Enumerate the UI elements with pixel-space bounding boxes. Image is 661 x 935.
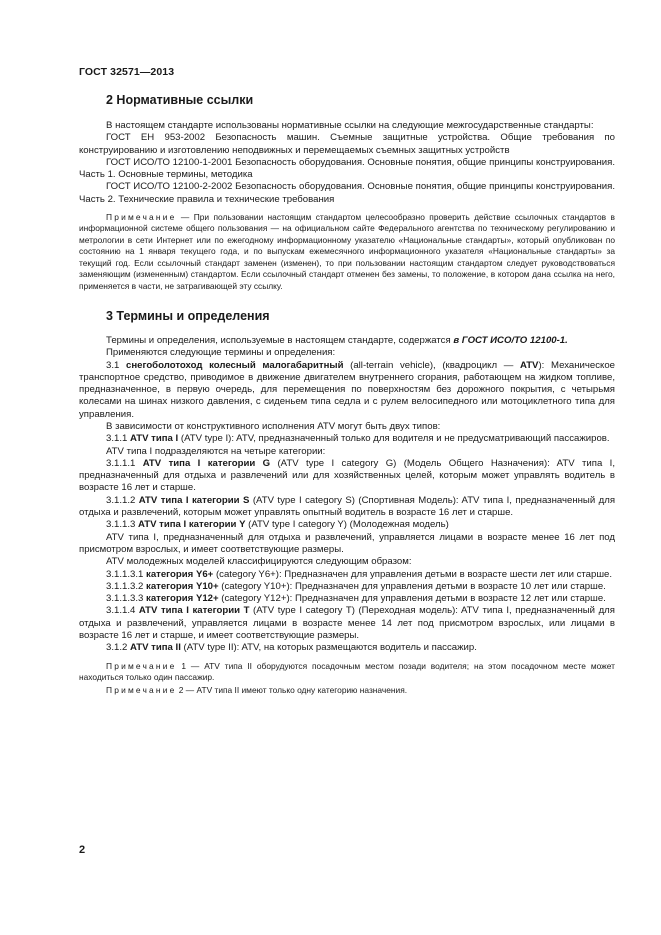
section-3-title: 3 Термины и определения	[106, 308, 270, 323]
term-name: ATV типа I	[130, 433, 179, 445]
term-3-1-1-1: 3.1.1.1 ATV типа I категории G (ATV type I category G) (Модель Общего Назначения): ATV типа I, предназначенный для отдыха и развлечений или для хозяйственных целей, которым может управлять водитель в возрасте 16 лет и старше.	[79, 457, 615, 494]
term-3-1-1-3-3: 3.1.1.3.3 категория Y12+ (category Y12+): Предназначен для управления детьми в возрасте 12 лет или старше.	[106, 593, 606, 605]
term-3-1-2: 3.1.2 ATV типа II (ATV type II): ATV, на которых размещаются водитель и пассажир.	[106, 642, 477, 654]
reference-gost-en-953: ГОСТ ЕН 953-2002 Безопасность машин. Съемные защитные устройства. Общие требования по конструированию и изготовлению неподвижных и перемещаемых съемных защитных устройств	[79, 132, 615, 156]
depend-paragraph: В зависимости от конструктивного исполнения ATV могут быть двух типов:	[106, 421, 441, 432]
term-name: ATV типа II	[130, 642, 181, 654]
note-label: Примечание	[106, 685, 177, 696]
document-header: ГОСТ 32571—2013	[79, 66, 175, 78]
page-number: 2	[79, 844, 86, 856]
section-3-intro: Термины и определения, используемые в настоящем стандарте, содержатся в ГОСТ ИСО/ТО 12100-1.	[106, 334, 568, 346]
term-name: снегоболотоход колесный малогабаритный	[125, 359, 344, 371]
note-label: Примечание	[106, 212, 177, 223]
term-3-1-1-4: 3.1.1.4 ATV типа I категории T (ATV type I category T) (Переходная модель): ATV типа I, предназначенный для отдыха и развлечений, управляется лицами в возрасте менее 14 лет под присмотром взрослых, или лицами в возрасте 16 лет и старше, и имеет соответствующие размеры.	[79, 605, 615, 642]
categories-paragraph: ATV типа I подразделяются на четыре категории:	[106, 445, 326, 457]
youth-classification: ATV молодежных моделей классифицируются следующим образом:	[106, 556, 412, 568]
term-name: ATV типа I категории T	[138, 605, 250, 617]
section-2-title: 2 Нормативные ссылки	[106, 93, 254, 107]
term-3-1-1-3-2: 3.1.1.3.2 категория Y10+ (category Y10+): Предназначен для управления детьми в возрасте 10 лет или старше.	[106, 580, 606, 592]
term-3-1-1-3: 3.1.1.3 ATV типа I категории Y (ATV type I category Y) (Молодежная модель)	[106, 519, 449, 531]
reference-gost-iso-12100-1: ГОСТ ИСО/ТО 12100-1-2001 Безопасность оборудования. Основные понятия, общие принципы конструирования. Часть 1. Основные термины, методика	[79, 156, 615, 181]
section-3-note-1: Примечание 1 — ATV типа II оборудуются посадочным местом позади водителя; на этом посадочном месте может находиться только один пассажир.	[79, 660, 615, 683]
note-text: — При пользовании настоящим стандартом целесообразно проверить действие ссылочных стандартов в информационной системе общего пользования — на официальном сайте Федерального агентства по техническому регулированию и метрологии в сети Интернет или по ежегодному информационному указателю «Национальные стандарты», который опубликован по состоянию на 1 января текущего года, и по выпускам ежемесячного информационного указателя «Национальные стандарты» за текущий год. Если ссылочный стандарт заменен (изменен), то при пользовании настоящим стандартом следует руководствоваться заменяющим (измененным) стандартом. Если ссылочный стандарт отменен без замены, то положение, в котором дана ссылка на него, применяется в части, не затрагивающей эту ссылку.	[79, 212, 615, 291]
note-label: Примечание	[106, 660, 177, 671]
section-2-note	[79, 212, 615, 292]
section-3-note-2: Примечание 2 — ATV типа II имеют только одну категорию назначения.	[106, 685, 408, 696]
term-3-1-1-2: 3.1.1.2 ATV типа I категории S (ATV type I category S) (Спортивная Модель): ATV типа I, предназначенный для отдыха и развлечений, которым может управлять опытный водитель в возрасте 16 лет и старше.	[79, 494, 616, 519]
term-3-1-1: 3.1.1 ATV типа I (ATV type I): ATV, предназначенный только для водителя и не предусматривающий пассажиров.	[106, 433, 610, 445]
term-name: ATV типа I категории S	[138, 494, 250, 506]
section-3-applied: Применяются следующие термины и определения:	[106, 347, 336, 359]
term-name: категория Y10+	[146, 580, 219, 592]
youth-description: ATV типа I, предназначенный для отдыха и развлечений, управляется лицами в возрасте менее 16 лет под присмотром взрослых, и имеет соответствующие размеры.	[79, 531, 615, 555]
section-2-paragraph: В настоящем стандарте использованы нормативные ссылки на следующие межгосударственные стандарты:	[106, 120, 594, 131]
term-name: категория Y6+	[146, 568, 214, 580]
reference-gost-iso-12100-2: ГОСТ ИСО/ТО 12100-2-2002 Безопасность оборудования. Основные понятия, общие принципы конструирования. Часть 2. Технические правила и технические требования	[79, 181, 615, 205]
term-3-1-1-3-1: 3.1.1.3.1 категория Y6+ (category Y6+): Предназначен для управления детьми в возрасте шести лет или старше.	[106, 568, 613, 580]
term-name: ATV типа I категории G	[142, 457, 271, 469]
term-name: категория Y12+	[146, 593, 219, 605]
term-name: ATV типа I категории Y	[138, 519, 246, 531]
term-3-1: 3.1 снегоболотоход колесный малогабаритный (all-terrain vehicle), (квадроцикл — ATV): Механическое транспортное средство, приводимое в движение двигателем внутреннего сгорания, работающем на жидком топливе, предназначенное, в первую очередь, для перемещения по поверхностям без дорожного покрытия, с четырьмя колесами на шинах низкого давления, с сиденьем типа седла и с рулем велосипедного или мотоциклетного типа для управления.	[79, 359, 615, 420]
reference-link: в ГОСТ ИСО/ТО 12100-1.	[453, 334, 568, 346]
